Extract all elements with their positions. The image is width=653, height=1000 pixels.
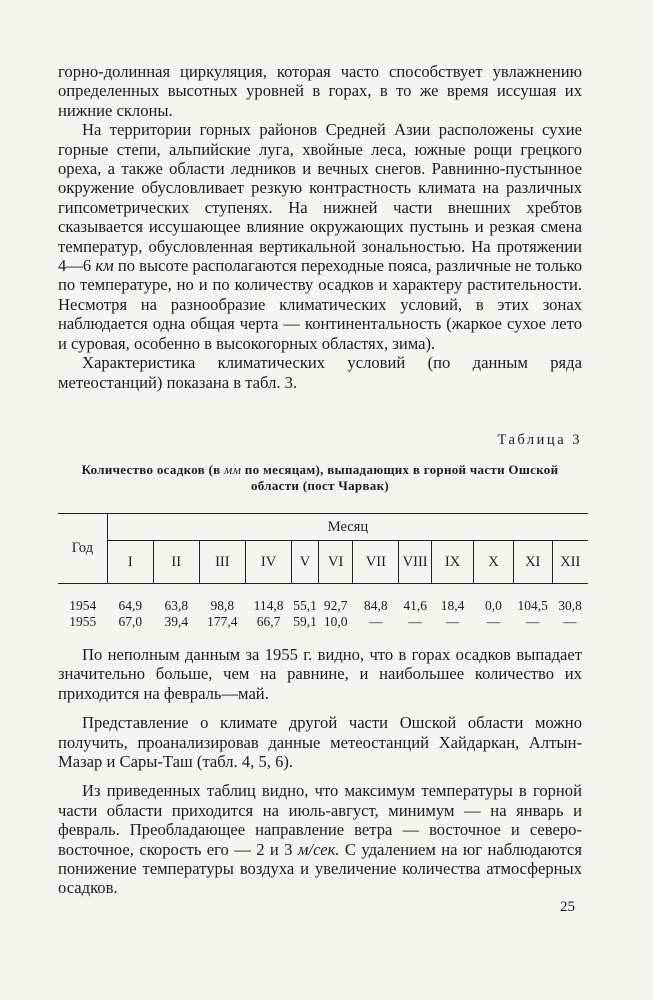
value-cell: 67,0 (118, 614, 143, 629)
value-cell: 10,0 (323, 614, 348, 629)
value-cell: 64,9 (118, 598, 143, 613)
table-number: Таблица 3 (497, 432, 582, 448)
month-header: VII (353, 541, 399, 584)
value-cell: 177,4 (207, 614, 238, 629)
value-cell: — (486, 614, 501, 629)
month-header: IX (431, 541, 473, 584)
month-header: XI (513, 541, 552, 584)
value-cell: — (408, 614, 422, 629)
month-header: IV (245, 541, 291, 584)
value-cell: 92,7 (323, 598, 348, 613)
month-header: I (107, 541, 153, 584)
paragraph-mountain-zones (58, 120, 582, 353)
month-header: V (292, 541, 319, 584)
value-cell: 39,4 (164, 614, 189, 629)
value-cell: 18,4 (440, 598, 465, 613)
value-cell: 59,1 (293, 614, 317, 629)
caption-part: по месяцам), выпадающих в горной части Ошской области (пост Чарвак) (241, 462, 559, 493)
paragraph-part: Из приведенных таблиц видно, что максимум температуры в горной части области приходится на июль-август, минимум — на январь и февраль. Преобладающее направление ветра — восточное и северо-восточное, скорость его — 2 и 3 (58, 781, 582, 859)
value-cell: 55,1 (293, 598, 317, 613)
value-cell: 114,8 (253, 598, 284, 613)
month-header: VI (318, 541, 352, 584)
month-header: XII (560, 553, 581, 570)
value-cell: — (369, 614, 383, 629)
body-text-bottom (58, 645, 582, 908)
value-cell: 63,8 (164, 598, 189, 613)
paragraph-part: С удалением на юг наблюдаются понижение температуры воздуха и увеличение количества атмосферных осадков. (58, 839, 582, 898)
paragraph-continuation: горно-долинная циркуляция, которая часто способствует увлажнению определенных высотных уровней в горах, в то же время иссушая их нижние склоны. (58, 62, 582, 120)
value-cell: 98,8 (210, 598, 235, 613)
month-header: X (474, 541, 514, 584)
value-cell: 30,8 (558, 598, 582, 613)
paragraph-table-reference: Характеристика климатических условий (по данным ряда метеостанций) показана в табл. 3. (58, 353, 582, 392)
month-header: VIII (399, 541, 432, 584)
month-header: III (199, 541, 245, 584)
unit-km: км (95, 256, 114, 276)
year-cell: 1955 (69, 614, 97, 629)
month-header: II (153, 541, 199, 584)
value-cell: 0,0 (485, 598, 502, 613)
paragraph-stations: Представление о климате другой части Ошской области можно получить, проанализировав данные метеостанций Хайдаркан, Алтын-Мазар и Сары-Таш (табл. 4, 5, 6). (58, 713, 582, 772)
table-caption (58, 462, 582, 494)
paragraph-incomplete-data: По неполным данным за 1955 г. видно, что в горах осадков выпадает значительно больше, чем на равнине, и наибольшее количество их приходится на февраль—май. (58, 645, 582, 703)
caption-unit: мм (224, 462, 242, 477)
table-row (58, 614, 588, 630)
page-number: 25 (560, 899, 575, 915)
header-year: Год (58, 514, 107, 584)
unit-m-per-sec: м/сек. (297, 839, 340, 859)
body-text-top (58, 62, 582, 392)
precipitation-table (58, 513, 588, 630)
value-cell: — (445, 614, 460, 629)
value-cell: 41,6 (403, 598, 427, 613)
header-month: Месяц (107, 514, 588, 541)
paragraph-temperature-wind (58, 781, 582, 897)
value-cell: 84,8 (364, 598, 388, 613)
value-cell: — (525, 614, 540, 629)
value-cell: — (563, 614, 577, 629)
paragraph-part: На территории горных районов Средней Азии расположены сухие горные степи, альпийские луга, хвойные леса, южные рощи грецкого ореха, а также области ледников и вечных снегов. Равнинно-пустынное окружение обусловливает резкую контрастность климата на различных гипсометрических ступенях. На нижней части внешних хребтов сказывается иссушающее влияние окружающих пустынь и резкая смена температур, обусловленная вертикальной зональностью. На протяжении 4—6 (58, 120, 582, 276)
caption-part: Количество осадков (в (81, 462, 225, 477)
table-row (58, 584, 588, 615)
paragraph-part: по высоте располагаются переходные пояса, различные не только по температуре, но и по количеству осадков и характеру растительности. Несмотря на разнообразие климатических условий, в этих зонах наблюдается одна общая черта — континентальность (жаркое сухое лето и суровая, особенно в высокогорных областях, зима). (58, 256, 582, 353)
value-cell: 66,7 (256, 614, 281, 629)
value-cell: 104,5 (517, 598, 548, 613)
year-cell: 1954 (69, 598, 97, 613)
